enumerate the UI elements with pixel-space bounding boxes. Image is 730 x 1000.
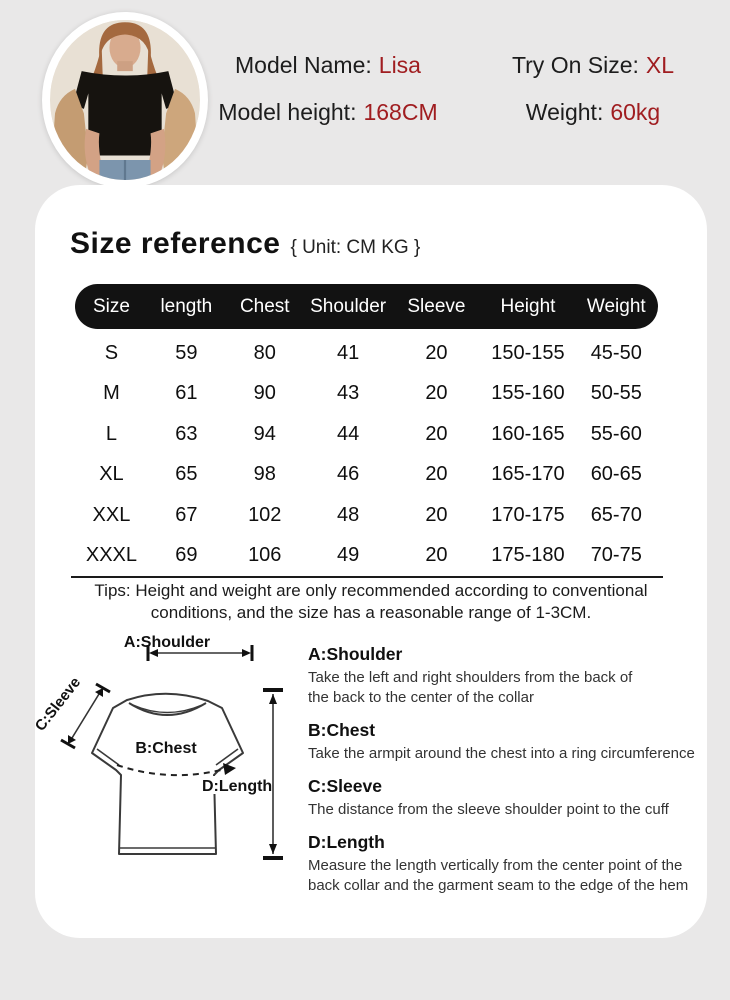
weight-value: 60kg: [610, 99, 661, 125]
table-cell: 70-75: [590, 544, 642, 567]
table-cell: S: [104, 341, 119, 364]
table-cell: 20: [425, 382, 448, 405]
table-cell: 20: [425, 503, 448, 526]
table-cell: 155-160: [491, 382, 565, 405]
table-row: [75, 536, 658, 577]
table-cell: 94: [253, 422, 276, 445]
table-row: [75, 333, 658, 374]
diagram-length-label: D:Length: [202, 778, 273, 795]
table-cell: 80: [253, 341, 276, 364]
guide-item-length: [308, 832, 720, 896]
table-cell: 67: [175, 503, 198, 526]
table-cell: 90: [253, 382, 276, 405]
table-cell: 63: [175, 422, 198, 445]
column-header: Sleeve: [407, 295, 466, 317]
table-cell: 20: [425, 463, 448, 486]
guide-chest-line-1: Take the armpit around the chest into a ring circumference: [308, 745, 695, 762]
guide-item-chest: [308, 720, 720, 764]
card-title: [70, 227, 420, 261]
table-row: [75, 455, 658, 496]
guide-shoulder-line-2: the back to the center of the collar: [308, 689, 534, 706]
tshirt-measure-diagram: [30, 628, 310, 878]
weight-field: [488, 99, 698, 126]
table-cell: 98: [253, 463, 276, 486]
table-cell: 160-165: [491, 422, 565, 445]
table-cell: 45-50: [590, 341, 642, 364]
size-table-body: [75, 333, 658, 576]
diagram-chest-label: B:Chest: [135, 740, 197, 757]
table-cell: XXL: [92, 503, 131, 526]
guide-sleeve-line-1: The distance from the sleeve shoulder point to the cuff: [308, 801, 669, 818]
table-row: [75, 495, 658, 536]
column-header: Weight: [586, 295, 646, 317]
table-cell: 65: [175, 463, 198, 486]
diagram-shoulder-label: A:Shoulder: [123, 634, 211, 651]
table-cell: 20: [425, 341, 448, 364]
table-cell: 69: [175, 544, 198, 567]
tips-line-2: conditions, and the size has a reasonable range of 1-3CM.: [150, 602, 592, 622]
diagram-sleeve-label: C:Sleeve: [31, 674, 85, 735]
model-height-value: 168CM: [363, 99, 438, 125]
guide-item-shoulder: [308, 644, 720, 708]
table-cell: 20: [425, 422, 448, 445]
model-name-field: [178, 52, 478, 79]
try-on-size-value: XL: [645, 52, 675, 78]
table-cell: 175-180: [491, 544, 565, 567]
table-cell: 50-55: [590, 382, 642, 405]
column-header: Height: [500, 295, 556, 317]
guide-chest-heading: B:Chest: [308, 720, 376, 740]
tips-text: [45, 580, 697, 623]
measure-guide: [308, 644, 720, 908]
size-table-header: [75, 284, 658, 329]
guide-length-line-1: Measure the length vertically from the center point of the: [308, 857, 683, 874]
table-cell: 46: [336, 463, 360, 486]
table-cell: 55-60: [590, 422, 642, 445]
try-on-size-field: [488, 52, 698, 79]
table-cell: 41: [336, 341, 360, 364]
table-cell: 170-175: [491, 503, 565, 526]
size-reference-title: Size reference: [70, 227, 281, 260]
column-header: length: [160, 295, 213, 317]
table-cell: 59: [175, 341, 198, 364]
table-cell: 48: [336, 503, 360, 526]
table-cell: 165-170: [491, 463, 565, 486]
table-cell: 44: [336, 422, 360, 445]
column-header: Size: [92, 295, 130, 317]
weight-label: Weight:: [525, 99, 604, 125]
guide-shoulder-line-1: Take the left and right shoulders from the back of: [308, 669, 633, 686]
guide-sleeve-heading: C:Sleeve: [308, 776, 382, 796]
table-row: [75, 374, 658, 415]
model-height-label: Model height:: [218, 99, 357, 125]
table-cell: 60-65: [590, 463, 642, 486]
table-cell: XXXL: [85, 544, 138, 567]
table-cell: 102: [248, 503, 282, 526]
column-header: Chest: [239, 295, 290, 317]
guide-length-line-2: back collar and the garment seam to the edge of the hem: [308, 877, 689, 894]
column-header: Shoulder: [310, 295, 387, 317]
model-height-field: [168, 99, 488, 126]
try-on-size-label: Try On Size:: [511, 52, 639, 78]
guide-item-sleeve: [308, 776, 720, 820]
table-cell: M: [103, 382, 120, 405]
size-reference-card: [31, 185, 707, 938]
table-row: [75, 414, 658, 455]
table-cell: XL: [99, 463, 124, 486]
model-name-label: Model Name:: [235, 52, 372, 78]
table-cell: 49: [336, 544, 360, 567]
guide-shoulder-heading: A:Shoulder: [308, 644, 403, 664]
guide-length-heading: D:Length: [308, 832, 385, 852]
table-cell: 20: [425, 544, 448, 567]
table-cell: 65-70: [590, 503, 642, 526]
table-cell: 106: [248, 544, 282, 567]
table-cell: 61: [175, 382, 198, 405]
model-name-value: Lisa: [378, 52, 421, 78]
table-bottom-rule: [71, 576, 663, 578]
unit-note: { Unit: CM KG }: [290, 237, 421, 258]
table-cell: L: [105, 422, 117, 445]
table-cell: 43: [336, 382, 360, 405]
tips-line-1: Tips: Height and weight are only recommended according to conventional: [94, 581, 648, 600]
table-cell: 150-155: [491, 341, 565, 364]
